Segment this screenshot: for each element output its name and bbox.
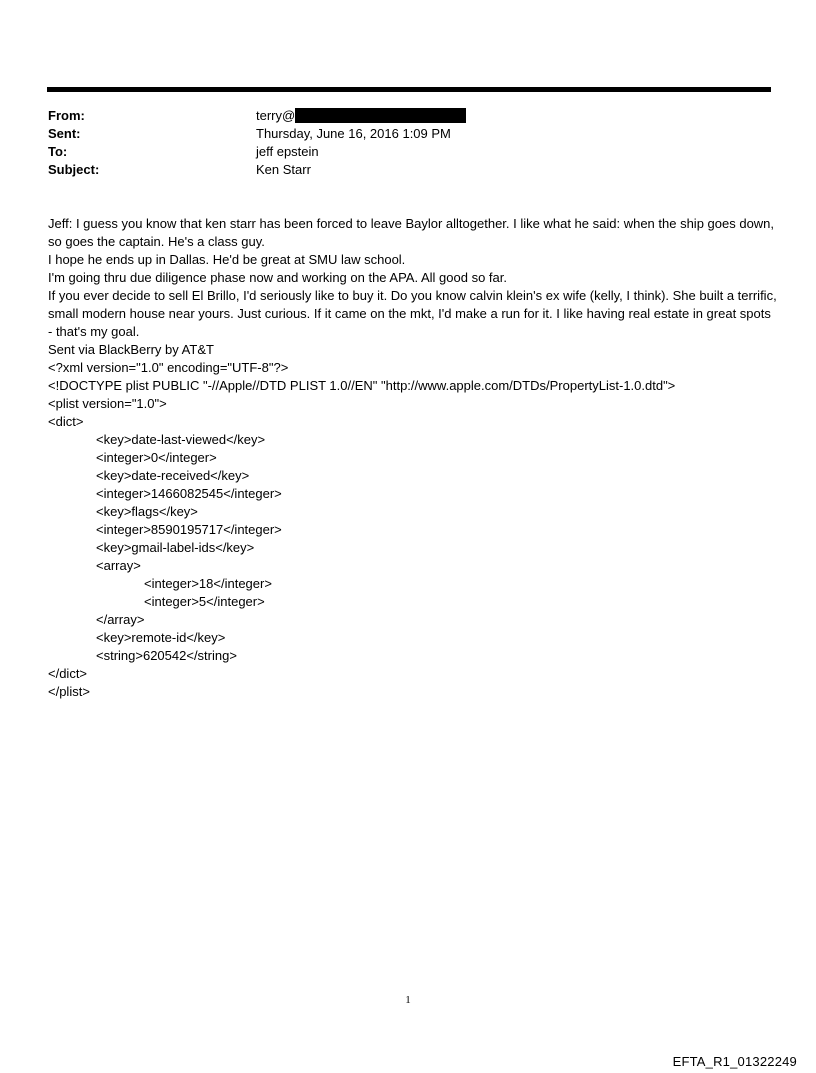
plist-line: <key>date-received</key>: [96, 468, 250, 483]
from-address: terry@: [256, 108, 296, 123]
plist-line: <key>gmail-label-ids</key>: [96, 540, 255, 555]
redaction-block: [295, 108, 466, 123]
plist-line: <integer>5</integer>: [144, 594, 265, 609]
subject-label: Subject:: [48, 162, 100, 177]
plist-line: </dict>: [48, 666, 88, 681]
subject-row: [48, 161, 768, 179]
plist-line: <key>remote-id</key>: [96, 630, 226, 645]
sent-row: [48, 125, 768, 143]
sent-value: Thursday, June 16, 2016 1:09 PM: [256, 126, 451, 141]
top-divider-rule: [47, 87, 771, 92]
plist-line: <integer>1466082545</integer>: [96, 486, 282, 501]
page-number: 1: [405, 994, 411, 1006]
sent-label: Sent:: [48, 126, 81, 141]
plist-line: </plist>: [48, 684, 90, 699]
plist-line: <integer>18</integer>: [144, 576, 272, 591]
bates-number: EFTA_R1_01322249: [672, 1054, 797, 1069]
email-header: [48, 107, 768, 179]
plist-line: <integer>8590195717</integer>: [96, 522, 282, 537]
plist-line: <?xml version="1.0" encoding="UTF-8"?>: [48, 360, 289, 375]
email-body: [48, 215, 778, 701]
from-row: [48, 107, 768, 125]
plist-line: <key>flags</key>: [96, 504, 198, 519]
plist-line: <plist version="1.0">: [48, 396, 167, 411]
plist-line: <array>: [96, 558, 141, 573]
plist-line: <!DOCTYPE plist PUBLIC "-//Apple//DTD PLIST 1.0//EN" "http://www.apple.com/DTDs/PropertyList-1.0.dtd">: [48, 378, 676, 393]
plist-metadata-block: [48, 359, 778, 701]
from-value: [256, 107, 768, 125]
to-label: To:: [48, 144, 68, 159]
signature-line: Sent via BlackBerry by AT&T: [48, 342, 214, 357]
plist-line: </array>: [96, 612, 145, 627]
plist-line: <integer>0</integer>: [96, 450, 217, 465]
body-paragraph-3: I'm going thru due diligence phase now and working on the APA. All good so far.: [48, 270, 507, 285]
body-paragraph-1: Jeff: I guess you know that ken starr has been forced to leave Baylor alltogether. I like what he said: when the ship goes down, so goes the captain. He's a class guy.: [48, 216, 775, 249]
body-paragraph-4: If you ever decide to sell El Brillo, I'd seriously like to buy it. Do you know calvin klein's ex wife (kelly, I think). She built a terrific, small modern house near yours. Just curious. If it came on the mkt, I'd make a run for it. I like having real estate in great spots - that's my goal.: [48, 288, 777, 339]
plist-line: <key>date-last-viewed</key>: [96, 432, 266, 447]
to-row: [48, 143, 768, 161]
subject-value: Ken Starr: [256, 162, 311, 177]
from-label: From:: [48, 108, 85, 123]
plist-line: <string>620542</string>: [96, 648, 237, 663]
body-paragraph-2: I hope he ends up in Dallas. He'd be great at SMU law school.: [48, 252, 406, 267]
plist-line: <dict>: [48, 414, 84, 429]
to-value: jeff epstein: [256, 144, 319, 159]
